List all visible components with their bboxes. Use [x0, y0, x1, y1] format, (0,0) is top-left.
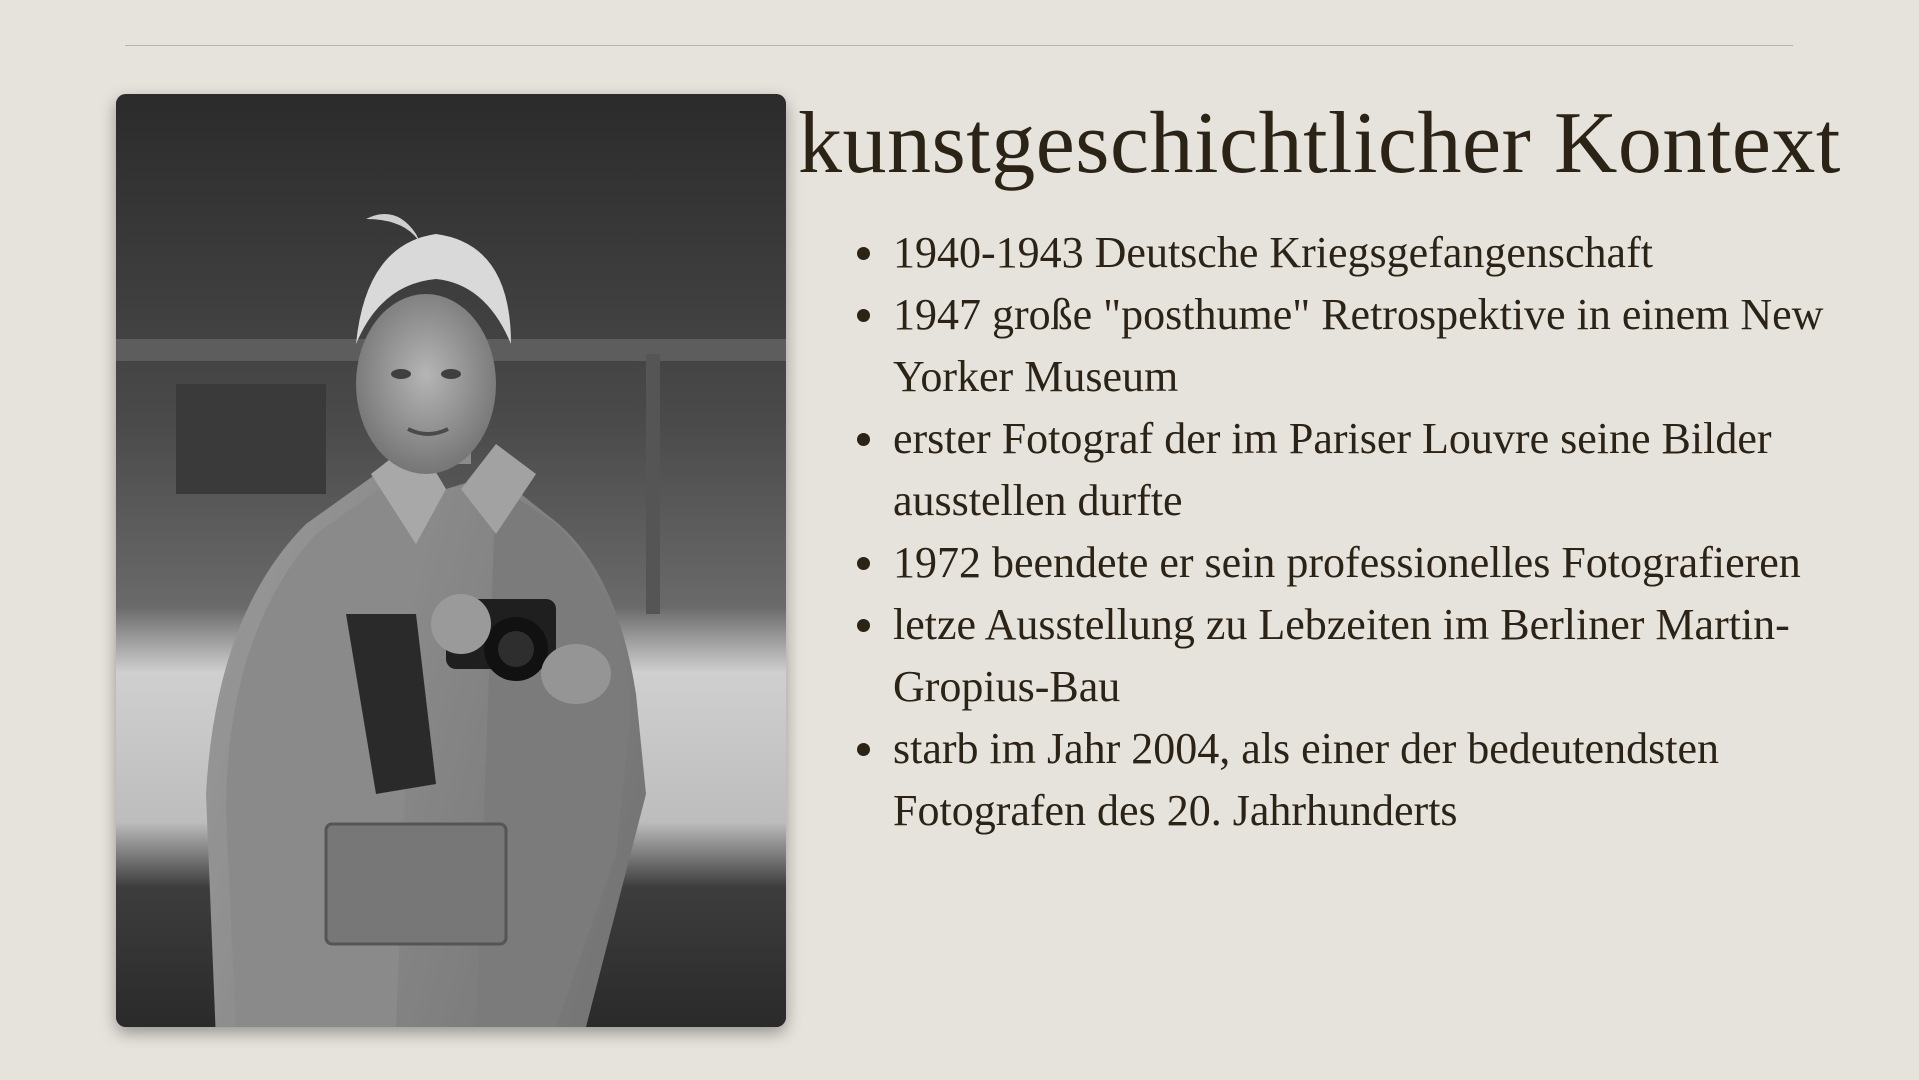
slide-title: kunstgeschichtlicher Kontext	[798, 95, 1841, 192]
list-item	[857, 408, 1857, 532]
list-item	[857, 718, 1857, 842]
bullet-icon	[857, 247, 870, 260]
list-item	[857, 284, 1857, 408]
top-divider	[125, 45, 1793, 46]
list-item	[857, 532, 1857, 594]
list-item-text: 1947 große "posthume" Retrospektive in einem New Yorker Museum	[893, 290, 1824, 401]
list-item-text: erster Fotograf der im Pariser Louvre seine Bilder ausstellen durfte	[893, 414, 1772, 525]
list-item-text: 1940-1943 Deutsche Kriegsgefangenschaft	[893, 228, 1653, 277]
bullet-icon	[857, 619, 870, 632]
list-item	[857, 594, 1857, 718]
bullet-list	[857, 222, 1857, 842]
bullet-icon	[857, 309, 870, 322]
list-item	[857, 222, 1857, 284]
list-item-text: starb im Jahr 2004, als einer der bedeutendsten Fotografen des 20. Jahrhunderts	[893, 724, 1719, 835]
bullet-icon	[857, 557, 870, 570]
list-item-text: 1972 beendete er sein professionelles Fotografieren	[893, 538, 1801, 587]
list-item-text: letze Ausstellung zu Lebzeiten im Berliner Martin-Gropius-Bau	[893, 600, 1790, 711]
bullet-icon	[857, 433, 870, 446]
bullet-icon	[857, 743, 870, 756]
photographer-portrait-photo	[116, 94, 786, 1027]
